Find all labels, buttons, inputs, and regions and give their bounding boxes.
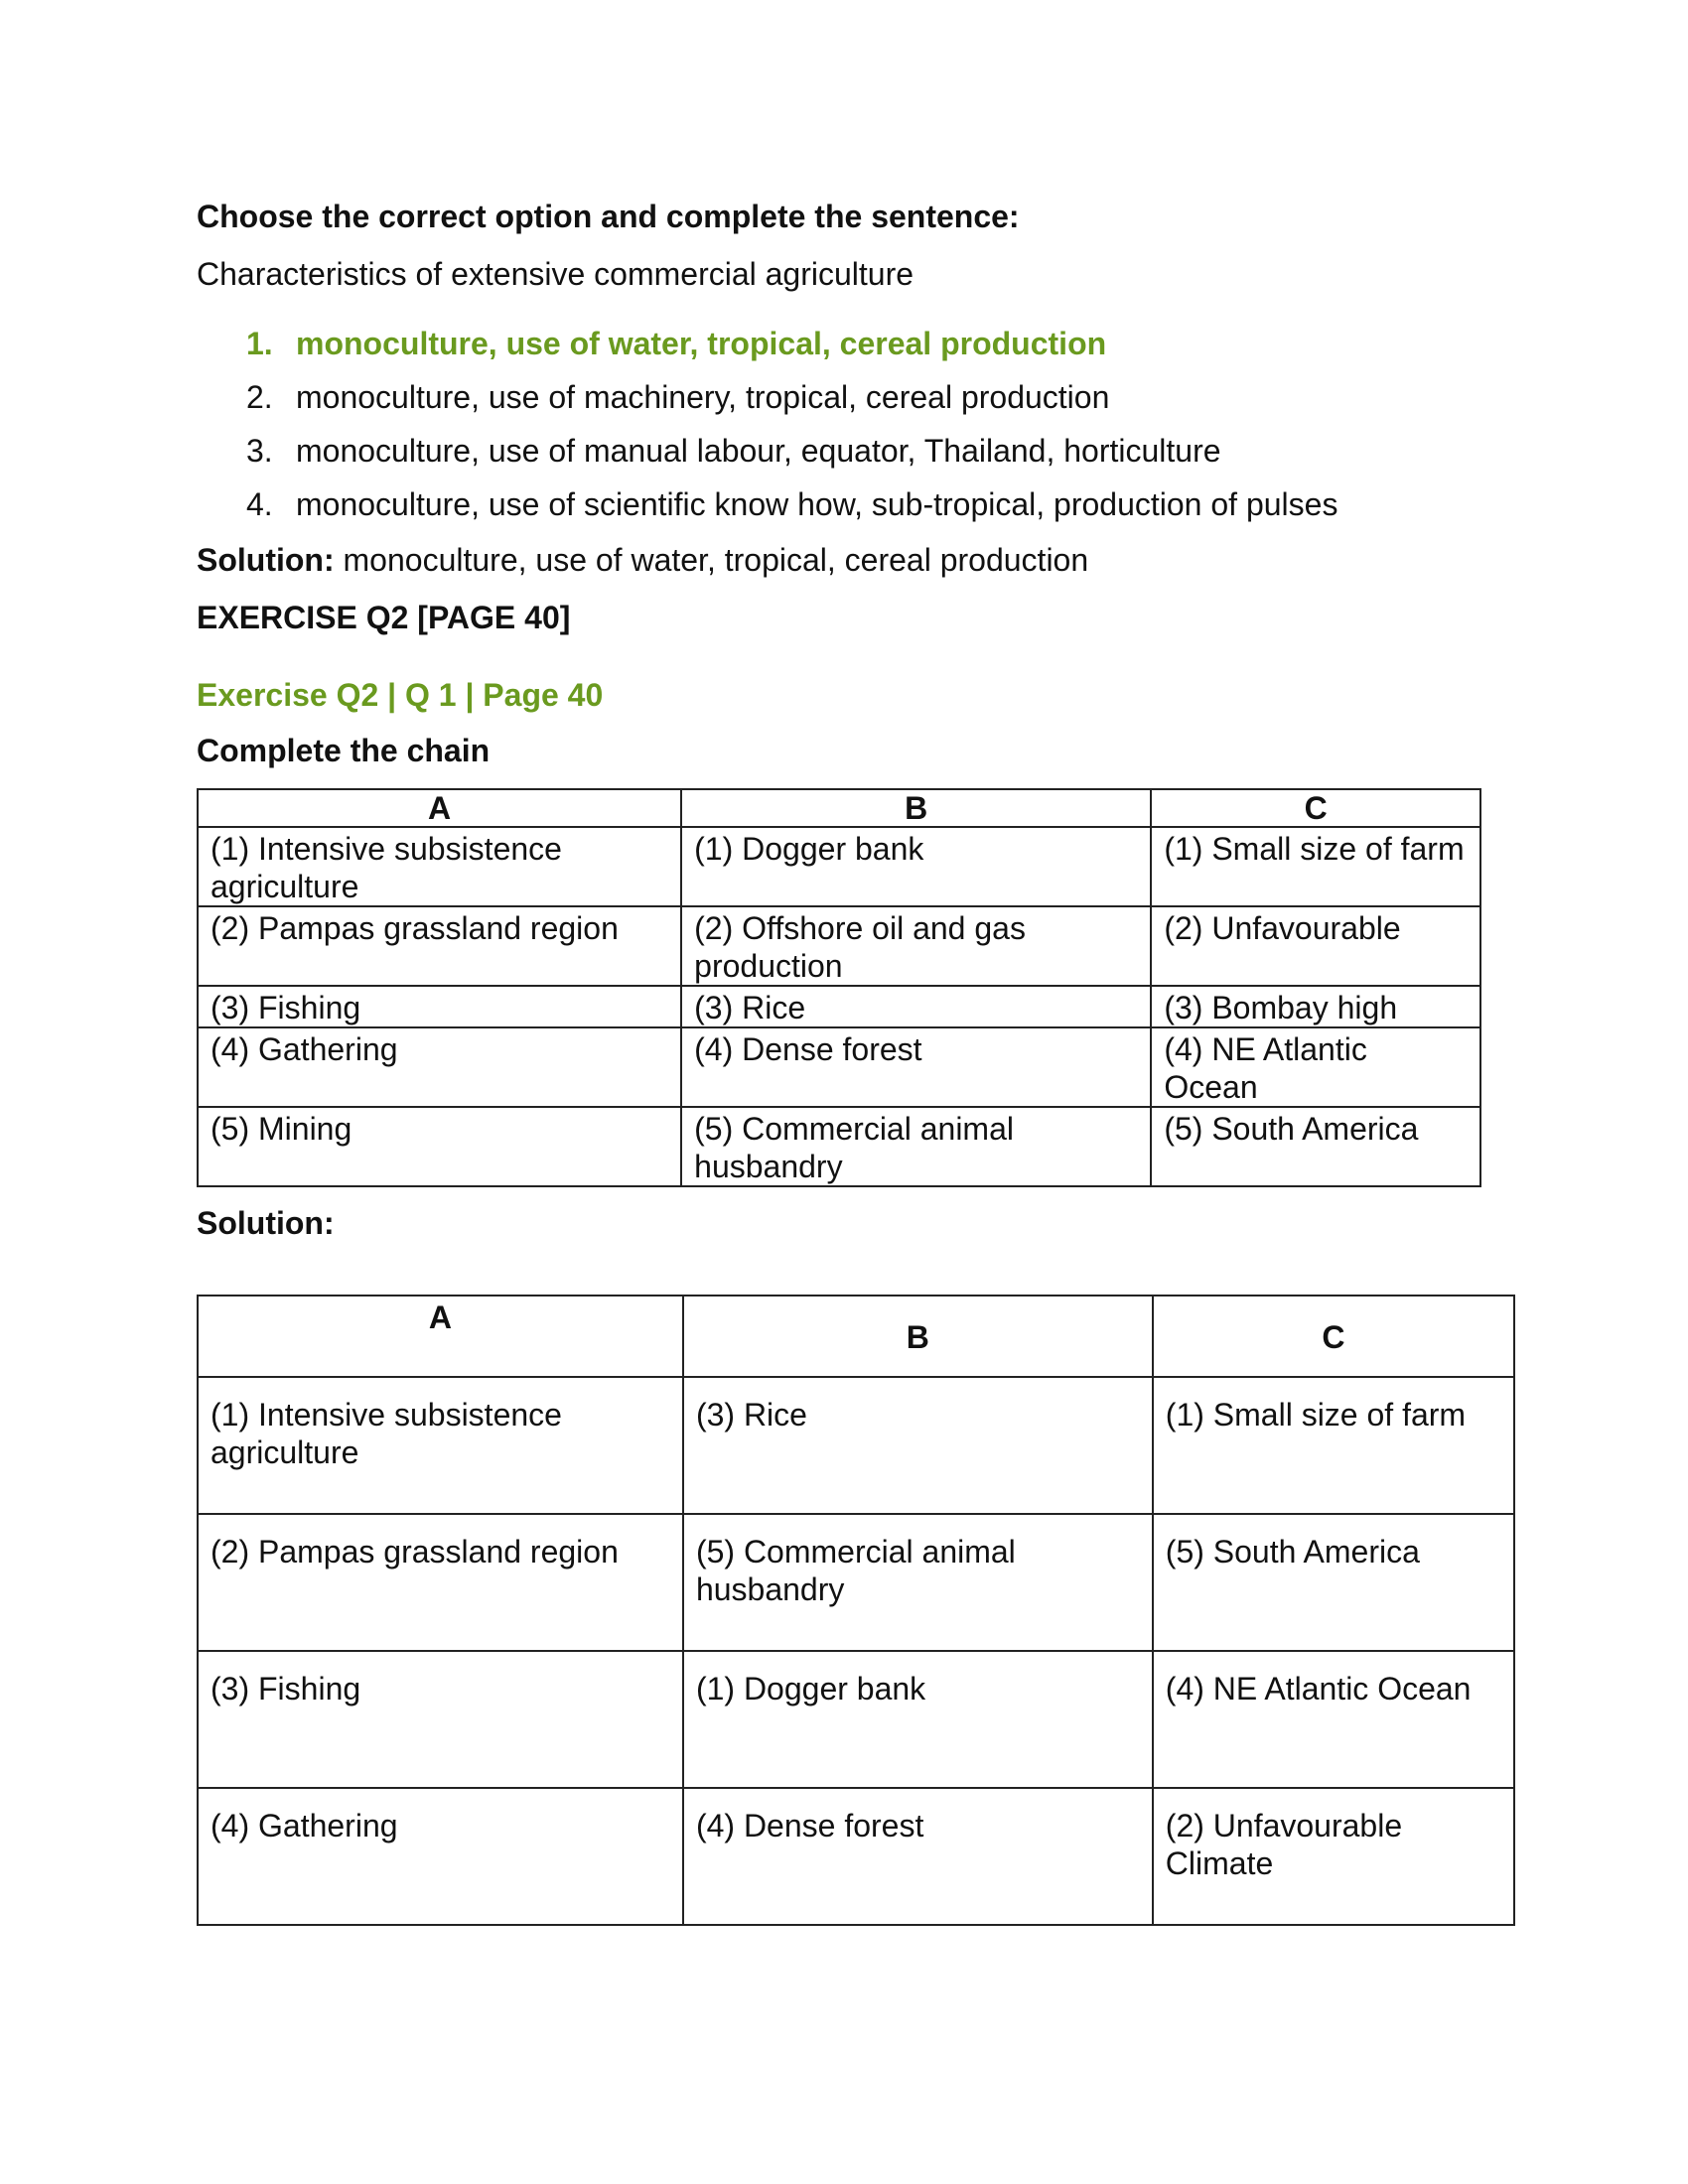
table-cell: (3) Rice <box>681 986 1151 1027</box>
question1-instruction: Choose the correct option and complete the sentence: <box>197 199 1020 234</box>
table-row <box>198 906 1480 986</box>
option-2-number: 2. <box>246 379 273 415</box>
question2-solution-label: Solution: <box>197 1205 335 1241</box>
option-2-text: monoculture, use of machinery, tropical, cereal production <box>296 379 1110 415</box>
table-cell: (1) Small size of farm <box>1153 1377 1514 1514</box>
option-3-number: 3. <box>246 433 273 469</box>
question2-title: Complete the chain <box>197 733 491 768</box>
option-4-text: monoculture, use of scientific know how, sub-tropical, production of pulses <box>296 486 1338 522</box>
table-cell: (4) Dense forest <box>683 1788 1153 1925</box>
table-cell: (2) Unfavourable Climate <box>1153 1788 1514 1925</box>
question1-prompt: Characteristics of extensive commercial agriculture <box>197 256 914 292</box>
table-row <box>198 1107 1480 1186</box>
table-cell: (3) Fishing <box>198 1651 683 1788</box>
document-page <box>197 195 1527 1926</box>
table-cell: (5) South America <box>1153 1514 1514 1651</box>
table-cell: (4) Gathering <box>198 1788 683 1925</box>
table-cell: (2) Unfavourable <box>1151 906 1480 986</box>
table-row <box>198 986 1480 1027</box>
solution-label: Solution: <box>197 542 335 578</box>
solution-header-a: A <box>198 1296 683 1377</box>
table-row <box>198 1788 1514 1925</box>
table-row <box>198 1027 1480 1107</box>
table-cell: (1) Dogger bank <box>683 1651 1153 1788</box>
table-cell: (3) Rice <box>683 1377 1153 1514</box>
table-row <box>198 1514 1514 1651</box>
table-cell: (4) Gathering <box>198 1027 681 1107</box>
table-cell: (2) Pampas grassland region <box>198 1514 683 1651</box>
column-header-b: B <box>681 789 1151 827</box>
solution-text: monoculture, use of water, tropical, cereal production <box>334 542 1089 578</box>
solution-table-header-row <box>198 1296 1514 1377</box>
option-1 <box>197 322 1527 365</box>
table-cell: (3) Bombay high <box>1151 986 1480 1027</box>
table-row <box>198 827 1480 906</box>
option-1-number: 1. <box>246 326 273 361</box>
question-table-header-row <box>198 789 1480 827</box>
table-cell: (1) Dogger bank <box>681 827 1151 906</box>
table-cell: (1) Intensive subsistence agriculture <box>198 1377 683 1514</box>
option-1-text: monoculture, use of water, tropical, cereal production <box>296 326 1107 361</box>
solution-header-c: C <box>1153 1296 1514 1377</box>
table-cell: (5) Mining <box>198 1107 681 1186</box>
table-cell: (4) NE Atlantic Ocean <box>1153 1651 1514 1788</box>
table-cell: (1) Intensive subsistence agriculture <box>198 827 681 906</box>
solution-header-b: B <box>683 1296 1153 1377</box>
table-row <box>198 1651 1514 1788</box>
question1-options <box>197 322 1527 526</box>
table-cell: (2) Offshore oil and gas production <box>681 906 1151 986</box>
option-2 <box>197 375 1527 419</box>
table-cell: (2) Pampas grassland region <box>198 906 681 986</box>
question-table <box>197 788 1481 1187</box>
table-cell: (3) Fishing <box>198 986 681 1027</box>
option-4-number: 4. <box>246 486 273 522</box>
table-cell: (5) Commercial animal husbandry <box>683 1514 1153 1651</box>
option-3 <box>197 429 1527 473</box>
table-cell: (4) NE Atlantic Ocean <box>1151 1027 1480 1107</box>
solution-table <box>197 1295 1515 1926</box>
table-row <box>198 1377 1514 1514</box>
option-3-text: monoculture, use of manual labour, equator, Thailand, horticulture <box>296 433 1221 469</box>
question2-reference: Exercise Q2 | Q 1 | Page 40 <box>197 677 604 713</box>
table-cell: (1) Small size of farm <box>1151 827 1480 906</box>
question1-solution <box>197 538 1527 582</box>
table-cell: (5) South America <box>1151 1107 1480 1186</box>
table-cell: (4) Dense forest <box>681 1027 1151 1107</box>
column-header-a: A <box>198 789 681 827</box>
option-4 <box>197 482 1527 526</box>
column-header-c: C <box>1151 789 1480 827</box>
exercise-heading: EXERCISE Q2 [PAGE 40] <box>197 600 571 635</box>
table-cell: (5) Commercial animal husbandry <box>681 1107 1151 1186</box>
